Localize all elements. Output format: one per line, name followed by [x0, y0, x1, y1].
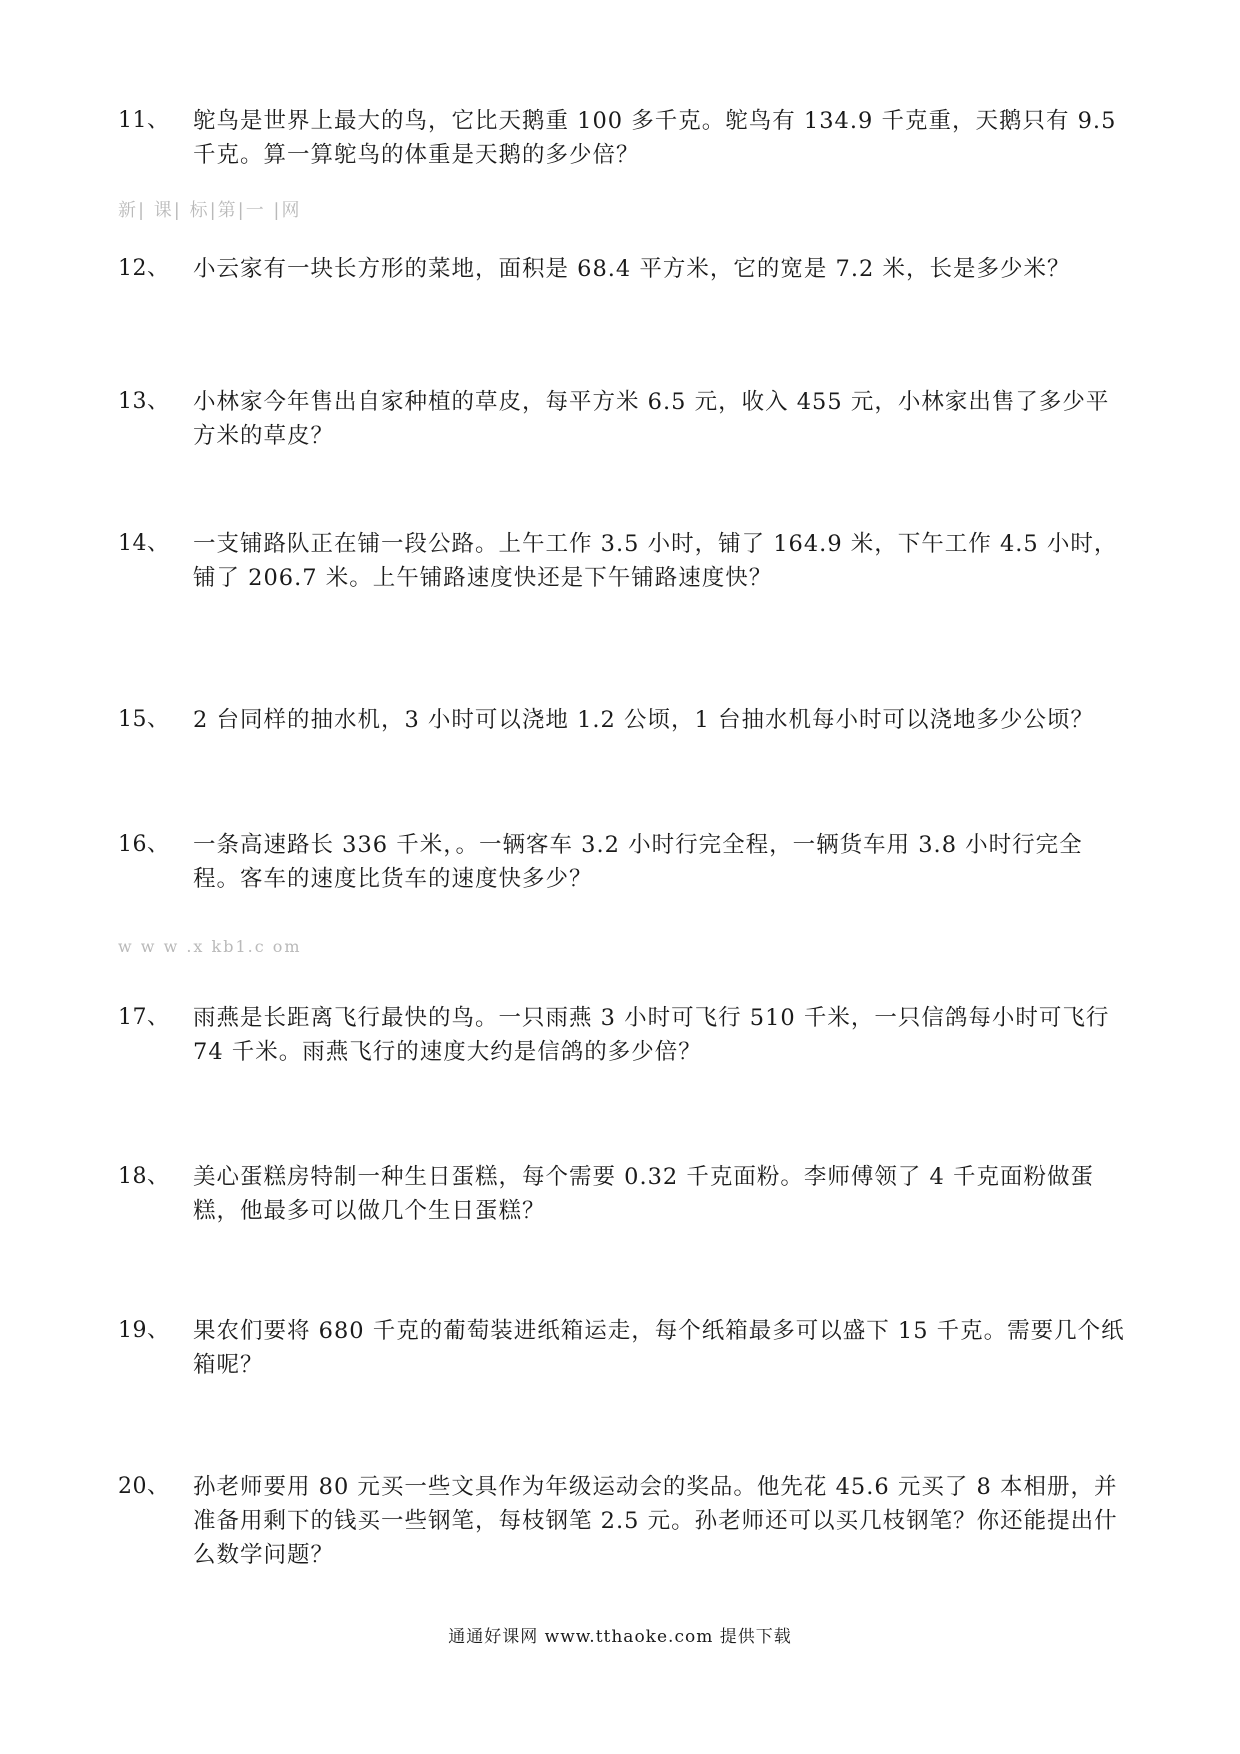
problem-number: 11、 [118, 108, 170, 133]
problem-number: 17、 [118, 1005, 170, 1030]
problem-text: 鸵鸟是世界上最大的鸟，它比天鹅重 100 多千克。鸵鸟有 134.9 千克重，天鹅只有 9.5 千克。算一算鸵鸟的体重是天鹅的多少倍？ [193, 108, 1125, 168]
problem-number: 14、 [118, 531, 170, 556]
problem-text: 2 台同样的抽水机，3 小时可以浇地 1.2 公顷，1 台抽水机每小时可以浇地多少公顷？ [193, 707, 1094, 733]
problem-text: 一条高速路长 336 千米，。一辆客车 3.2 小时行完全程，一辆货车用 3.8 小时行完全程。客车的速度比货车的速度快多少？ [193, 832, 1083, 892]
page-footer: 通通好课网 www.tthaoke.com 提供下载 [448, 1627, 792, 1647]
problem-number: 16、 [118, 832, 170, 857]
watermark-text: 新| 课| 标|第|一 |网 [118, 200, 302, 221]
problem-text: 美心蛋糕房特制一种生日蛋糕，每个需要 0.32 千克面粉。李师傅领了 4 千克面粉做蛋糕，他最多可以做几个生日蛋糕？ [193, 1164, 1095, 1224]
problem-number: 19、 [118, 1318, 170, 1343]
problem-text: 雨燕是长距离飞行最快的鸟。一只雨燕 3 小时可飞行 510 千米，一只信鸽每小时可飞行 74 千米。雨燕飞行的速度大约是信鸽的多少倍？ [193, 1005, 1118, 1065]
problem-text: 小林家今年售出自家种植的草皮，每平方米 6.5 元，收入 455 元，小林家出售了多少平方米的草皮？ [193, 389, 1110, 449]
problem-text: 小云家有一块长方形的菜地，面积是 68.4 平方米，它的宽是 7.2 米，长是多少米？ [193, 256, 1071, 282]
problem-number: 18、 [118, 1164, 170, 1189]
problem-number: 15、 [118, 707, 170, 732]
problem-number: 12、 [118, 256, 170, 281]
problem-number: 20、 [118, 1474, 170, 1499]
problem-text: 孙老师要用 80 元买一些文具作为年级运动会的奖品。他先花 45.6 元买了 8 本相册，并准备用剩下的钱买一些钢笔，每枝钢笔 2.5 元。孙老师还可以买几枝钢笔？你还能提出什么数学问题？ [193, 1474, 1118, 1568]
problem-number: 13、 [118, 389, 170, 414]
watermark-text: w w w .x kb1.c om [118, 937, 302, 956]
problem-text: 一支铺路队正在铺一段公路。上午工作 3.5 小时，铺了 164.9 米，下午工作 4.5 小时，铺了 206.7 米。上午铺路速度快还是下午铺路速度快？ [193, 531, 1118, 591]
problem-text: 果农们要将 680 千克的葡萄装进纸箱运走，每个纸箱最多可以盛下 15 千克。需要几个纸箱呢？ [193, 1318, 1125, 1378]
